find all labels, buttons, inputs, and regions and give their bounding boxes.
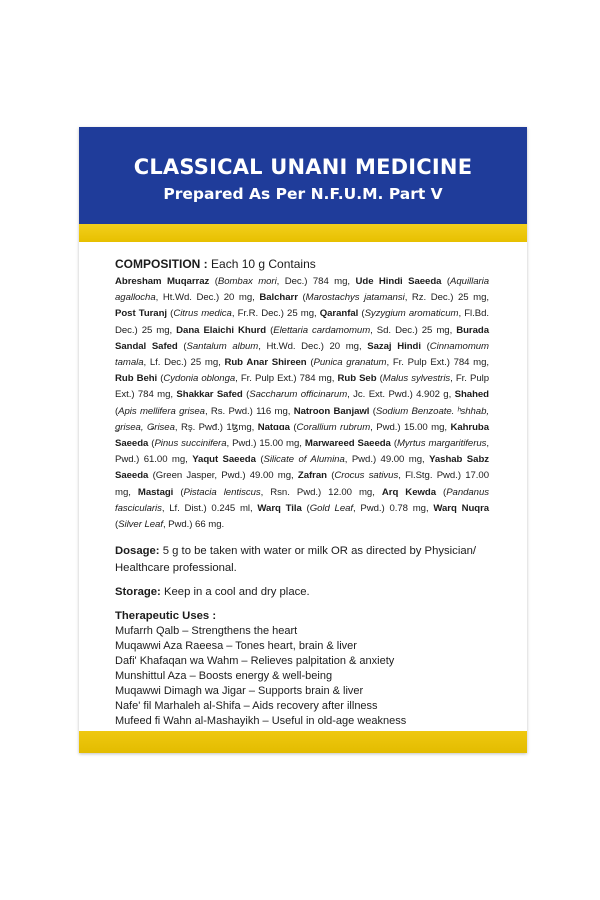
ingredient-detail: Fr. Pulp Ext.) 784 mg [392,357,487,369]
ingredient-name: Post Turanj [115,308,168,320]
ingredient-latin: Syzygium aromaticum [364,308,459,320]
ingredient-detail: Fl.Bd. Dec.) 25 mg [115,308,490,336]
ingredient-detail: Fr. Pulp Ext.) 784 mg [115,373,489,401]
ingredient-detail: Pwd.) 61.00 mg [115,454,186,466]
ingredient-latin: Bombax mori [217,276,277,287]
ingredient-latin: Elettaria cardamomum [273,324,371,336]
ingredient-detail: Fr.R. Dec.) 25 mg [237,308,314,320]
ingredient-latin: Punica granatum [313,357,387,369]
label-content [115,257,489,729]
ingredient-name: Balcharr [259,292,298,304]
ingredient-latin: Silicate of Alumina [263,454,345,466]
ingredient-name: Yashab Sabz Saeeda [115,454,489,482]
ingredient-detail: Ht.Wd. Dec.) 20 mg [266,340,359,352]
ingredient-latin: Silver Leaf [118,519,163,531]
storage-label: Storage: [115,586,161,599]
ingredient-detail: Sd. Dec.) 25 mg [376,324,450,336]
ingredient-name: Ude Hindi Saeeda [355,276,442,287]
use-item: Muqawwi Dimagh wa Jigar – Supports brain & liver [115,685,364,698]
ingredient-latin: Apis mellifera grisea [118,405,205,417]
ingredient-name: Dana Elaichi Khurd [176,324,267,336]
ingredient-detail: Rz. Dec.) 25 mg [411,292,487,304]
ingredient-latin: Cinnamomum tamala [115,340,489,369]
use-item: Munshittul Aza – Boosts energy & well-being [115,670,333,683]
ingredient-latin: Pinus succinifera [154,438,227,450]
ingredient-latin: Cydonia oblonga [163,373,236,385]
ingredient-latin: Crocus sativus [334,470,399,482]
ingredient-name: Sazaj Hindi [367,340,421,352]
dosage-text: 5 g to be taken with water or milk OR as directed by Physician/ Healthcare professional. [115,545,477,575]
page-title: CLASSICAL UNANI MEDICINE [133,155,473,179]
ingredient-latin: Sodium Benzoate. ʰshhab, ǥrisea, Ǥrisea [115,405,489,433]
ingredient-latin: Pandanus fascicularis [115,486,489,514]
ingredient-name: Kahruba Saeeda [115,421,490,450]
ingredient-latin: Citrus medica [173,308,232,320]
ingredient-detail: Fr. Pulp Ext.) 784 mg [240,373,332,385]
ingredient-detail: Rş. Pwđ.) 1ꜩmg [180,421,252,433]
ingredient-name: Warq Nuqra [433,502,490,514]
use-item: Muqawwi Aza Raeesa – Tones heart, brain & liver [115,640,357,653]
composition-heading [115,257,489,271]
storage-text: Keep in a cool and dry place. [163,586,310,599]
storage-section [115,584,489,601]
ingredient-name: Marwareed Saeeda [304,438,391,450]
ingredient-name: Arq Kewda [381,486,436,498]
ingredient-detail: Fl.Stg. Pwd.) 17.00 mg [115,470,489,498]
ingredient-latin: Myrtus margaritiferus [396,438,487,450]
ingredient-name: Burada Sandal Safed [115,324,489,352]
use-item: Mufeed fi Wahn al-Mashayikh – Useful in old-age weakness [115,715,407,728]
ingredient-detail: Ht.Wd. Dec.) 20 mg [162,292,253,304]
ingredient-detail: Pwd.) 49.00 mg [351,454,422,466]
ingredient-name: Warq Tila [257,502,302,514]
ingredient-name: Natroon Banjawl [293,405,370,417]
ingredient-name: Natɑɑa [257,421,290,433]
ingredient-latin: Corallium rubrum [296,421,371,433]
ingredient-name: Mastagi [137,486,174,498]
ingredient-name: Zafran [297,470,327,482]
ingredient-name: Shakkar Safed [176,389,243,401]
composition-list: Abresham Muqarraz (Bombax mori, Dec.) 784 mg, Ude Hindi Saeeda (Aquillaria agallocha, Ht.Wd. Dec.) 20 mg, Balcharr (Marostachys jatamansi, Rz. Dec.) 25 mg, Post Turanj (Citrus medica, Fr.R. Dec.) 25 mg, Qaranfal (Syzygium aromaticum, Fl.Bd. Dec.) 25 mg, Dana Elaichi Khurd (Elettaria cardamomum, Sd. Dec.) 25 mg, Burada Sandal Safed (Santalum album, Ht.Wd. Dec.) 20 mg, Sazaj Hindi (Cinnamomum tamala, Lf. Dec.) 25 mg, Rub Anar Shireen (Punica granatum, Fr. Pulp Ext.) 784 mg, Rub Behi (Cydonia oblonga, Fr. Pulp Ext.) 784 mg, Rub Seb (Malus sylvestris, Fr. Pulp Ext.) 784 mg, Shakkar Safed (Saccharum officinarum, Jc. Ext. Pwd.) 4.902 g, Shahed (Apis mellifera grisea, Rs. Pwd.) 116 mg, Natroon Banjawl (Sodium Benzoate. ʰshhab, ǥrisea, Ǥrisea, Rş. Pwđ.) 1ꜩmg, Natɑɑa (Corallium rubrum, Pwd.) 15.00 mg, Kahruba Saeeda (Pinus succinifera, Pwd.) 15.00 mg, Marwareed Saeeda (Myrtus margaritiferus, Pwd.) 61.00 mg, Yaqut Saeeda (Silicate of Alumina, Pwd.) 49.00 mg, Yashab Sabz Saeeda (Green Jasper, Pwd.) 49.00 mg, Zafran (Crocus sativus, Fl.Stg. Pwd.) 17.00 mg, Mastagi (Pistacia lentiscus, Rsn. Pwd.) 12.00 mg, Arq Kewda (Pandanus fascicularis, Lf. Dist.) 0.245 ml, Warq Tila (Gold Leaf, Pwd.) 0.78 mg, Warq Nuqra (Silver Leaf, Pwd.) 66 mg. [115,276,490,531]
ingredient-name: Shahed [454,389,489,401]
ingredient-detail: (Green Jasper, Pwd.) 49.00 mg [152,470,292,482]
yellow-band-bottom [79,731,527,753]
use-item: Mufarrh Qalb – Strengthens the heart [115,625,298,638]
yellow-band-top [79,224,527,242]
ingredient-detail: Lf. Dist.) 0.245 ml [169,502,250,514]
ingredient-detail: Rsn. Pwd.) 12.00 mg [270,486,373,498]
ingredient-name: Rub Anar Shireen [224,357,307,369]
ingredient-detail: Pwd.) 15.00 mg [376,421,445,433]
ingredient-detail: Pwd.) 0.78 mg [360,502,426,514]
product-box-label [79,127,527,753]
ingredient-detail: Lf. Dec.) 25 mg [149,357,219,369]
ingredient-latin: Santalum album [186,340,259,352]
ingredient-latin: Marostachys jatamansi [305,292,405,304]
ingredient-name: Abresham Muqarraz [115,276,210,287]
ingredient-name: Qaranfal [319,308,359,320]
composition-label: COMPOSITION : [115,257,208,271]
ingredient-name: Rub Behi [115,373,158,385]
use-item: Dafi' Khafaqan wa Wahm – Relieves palpitation & anxiety [115,655,395,668]
dosage-label: Dosage: [115,545,160,558]
ingredient-latin: Saccharum officinarum [249,389,348,401]
composition-intro: Each 10 g Contains [211,257,316,271]
ingredient-detail: Jc. Ext. Pwd.) 4.902 g [353,389,449,401]
ingredient-detail: Pwd.) 15.00 mg [232,438,300,450]
ingredient-latin: Pistacia lentiscus [183,486,261,498]
header-banner [79,127,527,224]
dosage-section [115,543,489,577]
ingredient-latin: Malus sylvestris [382,373,451,385]
therapeutic-uses-list [115,624,489,729]
page-subtitle: Prepared As Per N.F.U.M. Part V [163,185,443,203]
ingredient-name: Rub Seb [337,373,377,385]
ingredient-detail: Dec.) 784 mg [284,276,348,287]
therapeutic-uses-heading: Therapeutic Uses : [115,610,217,623]
ingredient-detail: Rs. Pwd.) 116 mg [210,405,288,417]
ingredient-detail: Pwd.) 66 mg. [168,519,225,531]
ingredient-latin: Aquillaria agallocha [115,276,490,304]
ingredient-latin: Gold Leaf [309,502,354,514]
use-item: Nafe' fil Marhaleh al-Shifa – Aids recovery after illness [115,700,378,713]
ingredient-name: Yaqut Saeeda [192,454,256,466]
